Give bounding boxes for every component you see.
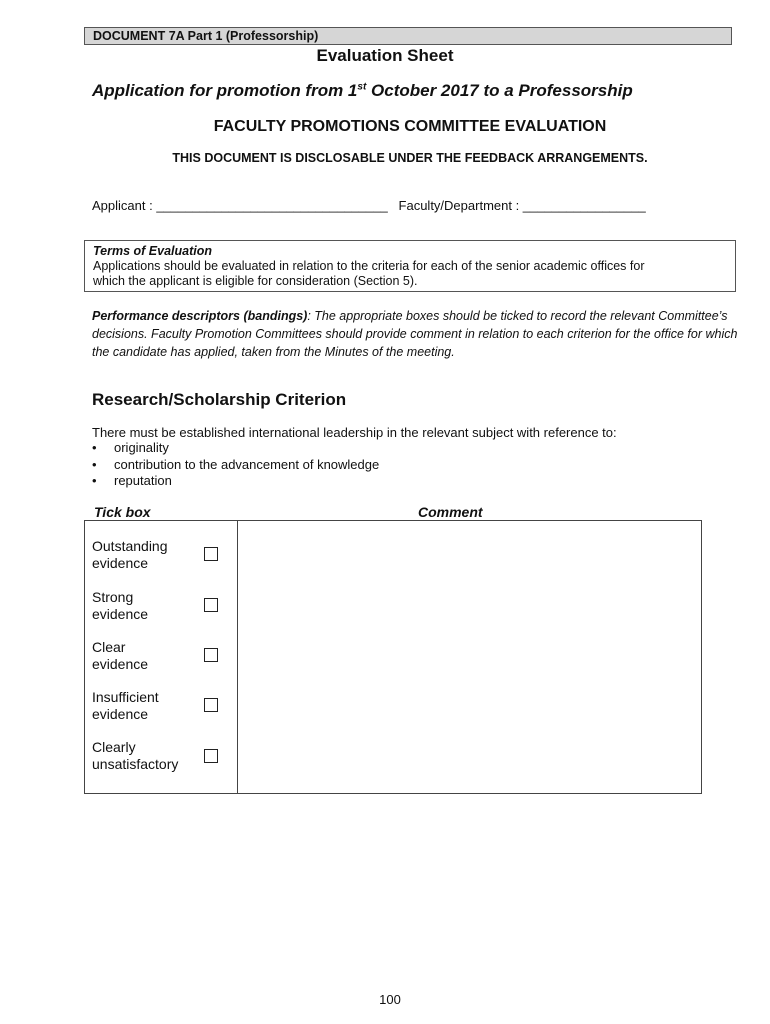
comment-area[interactable] xyxy=(239,522,700,792)
option-outstanding-label xyxy=(92,538,168,572)
list-item: • reputation xyxy=(92,473,379,490)
list-item: • contribution to the advancement of knowledge xyxy=(92,457,379,474)
option-label-line: evidence xyxy=(92,656,149,672)
terms-title: Terms of Evaluation xyxy=(93,244,213,258)
performance-label: Performance descriptors (bandings) xyxy=(92,309,308,323)
criterion-intro: There must be established international leadership in the relevant subject with reference to: xyxy=(92,425,617,440)
criterion-title: Research/Scholarship Criterion xyxy=(92,390,347,409)
outstanding-checkbox[interactable] xyxy=(204,547,218,561)
option-label-line: Clearly xyxy=(92,739,136,755)
terms-text-line-2: which the applicant is eligible for consideration (Section 5). xyxy=(93,274,418,288)
clear-checkbox[interactable] xyxy=(204,648,218,662)
unsatisfactory-checkbox[interactable] xyxy=(204,749,218,763)
list-item: • originality xyxy=(92,440,379,457)
option-label-line: Strong xyxy=(92,589,134,605)
applicant-fields xyxy=(92,198,646,213)
strong-checkbox[interactable] xyxy=(204,598,218,612)
subtitle-part-2: October 2017 to a Professorship xyxy=(366,81,633,100)
comment-header: Comment xyxy=(418,504,483,520)
option-label-line: Clear xyxy=(92,639,126,655)
performance-descriptors xyxy=(92,307,742,361)
subtitle-part-1: Application for promotion from 1 xyxy=(92,81,358,100)
performance-text: : The appropriate boxes should be ticked to record the relevant Committee’s decisions. Faculty Promotion Committees should provide comment in relation to each criterion for the office for which the candidate has applied, taken from the Minutes of the meeting. xyxy=(92,309,738,359)
application-subtitle xyxy=(92,81,633,101)
option-clear-label xyxy=(92,639,148,673)
applicant-field[interactable]: Applicant : ________________________________ xyxy=(92,198,388,213)
terms-text-line-1: Applications should be evaluated in relation to the criteria for each of the senior academic offices for xyxy=(93,259,645,273)
page-number: 100 xyxy=(379,992,401,1007)
page-title: Evaluation Sheet xyxy=(316,46,454,65)
committee-heading: FACULTY PROMOTIONS COMMITTEE EVALUATION xyxy=(213,118,607,135)
option-label-line: unsatisfactory xyxy=(92,756,179,772)
table-divider xyxy=(237,520,238,794)
option-unsatisfactory-label xyxy=(92,739,178,773)
tick-box-header: Tick box xyxy=(94,504,151,520)
option-label-line: evidence xyxy=(92,555,149,571)
option-label-line: Insufficient xyxy=(92,689,159,705)
criterion-list xyxy=(92,440,379,490)
insufficient-checkbox[interactable] xyxy=(204,698,218,712)
option-label-line: evidence xyxy=(92,706,149,722)
option-label-line: Outstanding xyxy=(92,538,168,554)
subtitle-superscript: st xyxy=(357,81,367,93)
disclosable-note: THIS DOCUMENT IS DISCLOSABLE UNDER THE FEEDBACK ARRANGEMENTS. xyxy=(172,151,648,165)
option-strong-label xyxy=(92,589,148,623)
faculty-department-field[interactable]: Faculty/Department : _________________ xyxy=(398,198,646,213)
terms-of-evaluation-box xyxy=(84,240,736,292)
document-label: DOCUMENT 7A Part 1 (Professorship) xyxy=(84,27,732,45)
option-insufficient-label xyxy=(92,689,159,723)
option-label-line: evidence xyxy=(92,606,149,622)
